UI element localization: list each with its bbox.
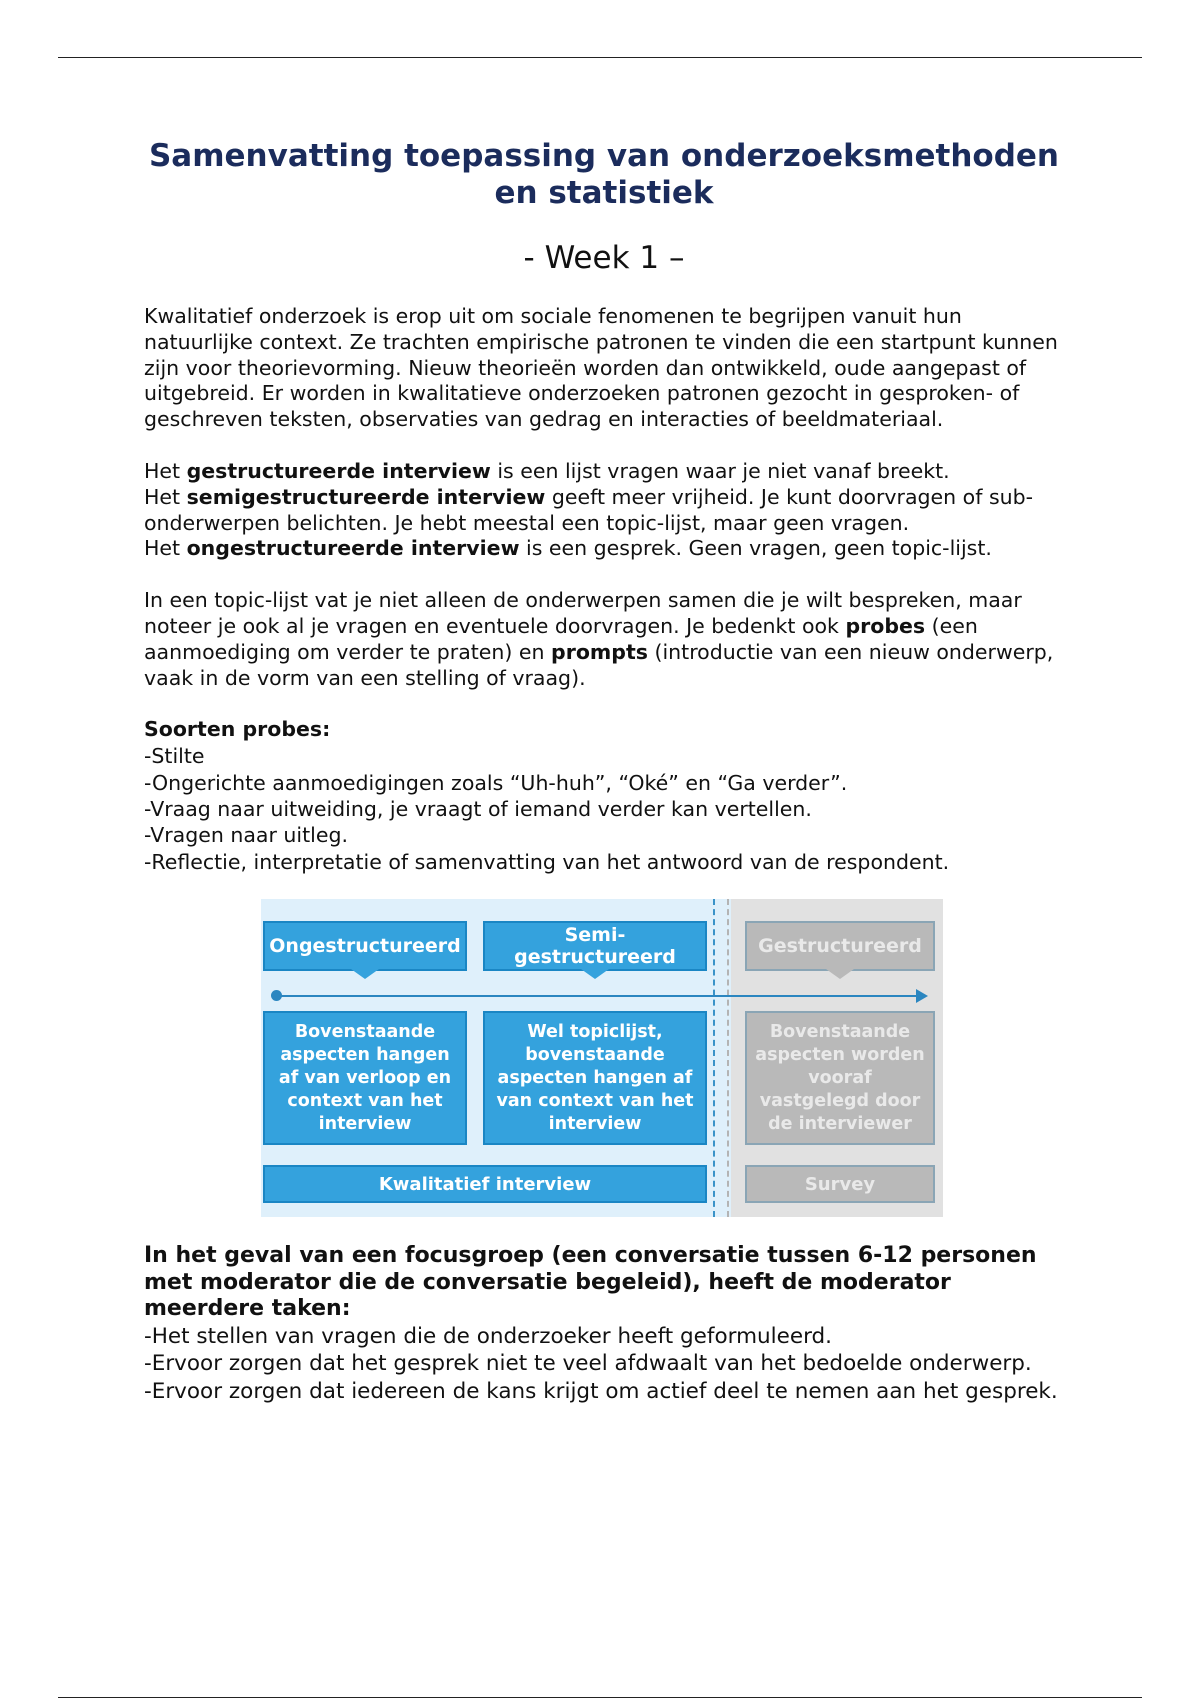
term-semistructured: semigestructureerde interview xyxy=(186,484,546,509)
arrow-head-icon xyxy=(916,989,928,1003)
header-semistructured: Semi-gestructureerd xyxy=(483,921,707,971)
focusgroup-heading: In het geval van een focusgroep (een conversatie tussen 6-12 personen met moderator die de conversatie begeleid), heeft de moderator meerdere taken: xyxy=(144,1243,1037,1322)
bottom-rule xyxy=(58,1697,1142,1698)
desc-semistructured: Wel topiclijst, bovenstaande aspecten hangen af van context van het interview xyxy=(483,1011,707,1145)
desc-unstructured: Bovenstaande aspecten hangen af van verloop en context van het interview xyxy=(263,1011,467,1145)
probe-item: -Vragen naar uitleg. xyxy=(144,823,348,848)
focus-item: -Het stellen van vragen die de onderzoeker heeft geformuleerd. xyxy=(144,1323,833,1349)
divider-line xyxy=(727,899,729,1217)
focus-item: -Ervoor zorgen dat het gesprek niet te veel afdwaalt van het bedoelde onderwerp. xyxy=(144,1351,1032,1377)
document-body xyxy=(144,138,1064,1405)
interview-types-diagram xyxy=(261,899,943,1217)
divider-line xyxy=(713,899,715,1217)
interview-types-paragraph: Het gestructureerde interview is een lijst vragen waar je niet vanaf breekt. Het semigestructureerde interview geeft meer vrijheid. Je kunt doorvragen of sub-onderwerpen belichten. Je hebt meestal een topic-lijst, maar geen vragen. Het ongestructureerde interview is een gesprek. Geen vragen, geen topic-lijst. xyxy=(144,458,1034,561)
footer-survey: Survey xyxy=(745,1165,935,1203)
probe-item: -Vraag naar uitweiding, je vraagt of iemand verder kan vertellen. xyxy=(144,796,812,821)
focus-item: -Ervoor zorgen dat iedereen de kans krijgt om actief deel te nemen aan het gesprek. xyxy=(144,1378,1058,1404)
week-label: - Week 1 – xyxy=(523,240,685,276)
term-probes: probes xyxy=(845,613,926,638)
term-prompts: prompts xyxy=(551,639,648,664)
probe-item: -Stilte xyxy=(144,744,205,769)
term-structured: gestructureerde interview xyxy=(186,458,491,483)
desc-structured: Bovenstaande aspecten worden vooraf vastgelegd door de interviewer xyxy=(745,1011,935,1145)
topic-list-paragraph: In een topic-lijst vat je niet alleen de onderwerpen samen die je wilt bespreken, maar noteer je ook al je vragen en eventuele doorvragen. Je bedenkt ook probes (een aanmoediging om verder te praten) en prompts (introductie van een nieuw onderwerp, vaak in de vorm van een stelling of vraag). xyxy=(144,588,1054,690)
intro-paragraph: Kwalitatief onderzoek is erop uit om sociale fenomenen te begrijpen vanuit hun natuurlijke context. Ze trachten empirische patronen te vinden die een startpunt kunnen zijn voor theorievorming. Nieuw theorieën worden dan ontwikkeld, oude aangepast of uitgebreid. Er worden in kwalitatieve onderzoeken patronen gezocht in gesproken- of geschreven teksten, observaties van gedrag en interacties of beeldmateriaal. xyxy=(144,304,1058,432)
probe-item: -Reflectie, interpretatie of samenvatting van het antwoord van de respondent. xyxy=(144,849,950,874)
header-unstructured: Ongestructureerd xyxy=(263,921,467,971)
probes-heading: Soorten probes: xyxy=(144,717,331,742)
probe-item: -Ongerichte aanmoedigingen zoals “Uh-huh”, “Oké” en “Ga verder”. xyxy=(144,770,848,795)
term-unstructured: ongestructureerde interview xyxy=(186,536,520,561)
continuum-arrow xyxy=(275,995,925,997)
header-structured: Gestructureerd xyxy=(745,921,935,971)
arrow-start-dot xyxy=(271,990,282,1001)
footer-qualitative-interview: Kwalitatief interview xyxy=(263,1165,707,1203)
top-rule xyxy=(58,57,1142,58)
document-title: Samenvatting toepassing van onderzoeksmethoden en statistiek xyxy=(148,138,1059,211)
